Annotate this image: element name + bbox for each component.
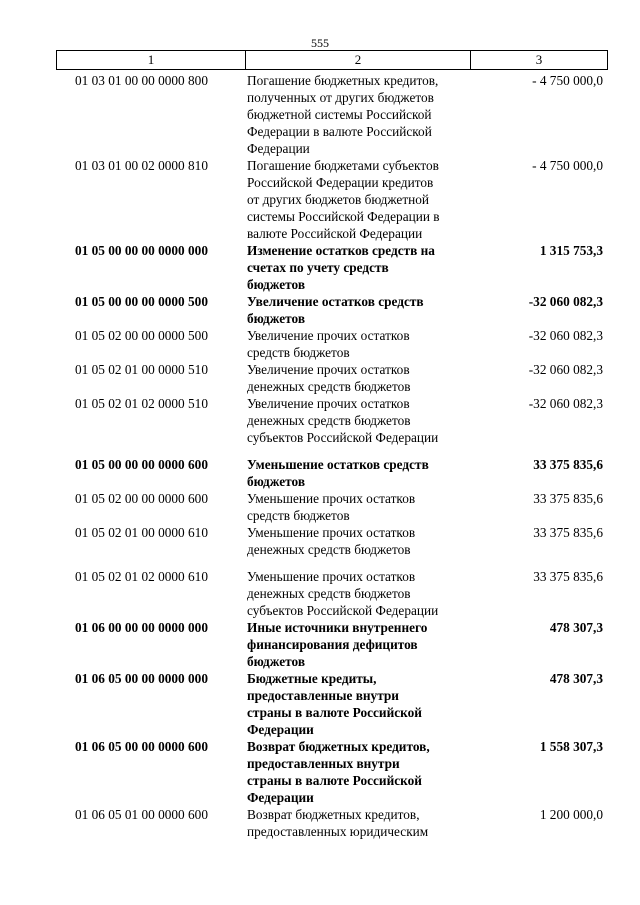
row-name [247,524,469,558]
row-name [247,456,469,490]
table-row [0,568,640,619]
row-name [247,619,469,670]
row-name [247,738,469,806]
table-row [0,738,640,806]
table-row [0,157,640,242]
table-row [0,670,640,738]
row-name-line: предоставленных внутри [247,756,400,771]
row-amount: - 4 750 000,0 [532,158,603,173]
row-name-line: Федерации [247,790,314,805]
row-name-line: субъектов Российской Федерации [247,430,439,445]
row-name [247,670,469,738]
table-row [0,242,640,293]
row-name-line: Уменьшение прочих остатков [247,569,416,584]
table-row [0,72,640,157]
row-name-line: предоставленные внутри [247,688,399,703]
row-code: 01 05 02 01 00 0000 510 [75,362,208,377]
row-amount: 33 375 835,6 [533,457,603,472]
row-amount: 1 315 753,3 [539,243,603,258]
row-name-line: Увеличение остатков средств [247,294,424,309]
row-amount: 478 307,3 [549,671,603,686]
row-amount: 1 200 000,0 [539,807,603,822]
row-name [247,806,469,840]
row-amount: -32 060 082,3 [528,328,603,343]
row-amount: 33 375 835,6 [533,525,603,540]
row-name-line: бюджетов [247,654,305,669]
table-row [0,490,640,524]
row-amount: 33 375 835,6 [533,491,603,506]
row-name-line: денежных средств бюджетов [247,379,411,394]
table-row [0,456,640,490]
column-header-1: 1 [57,51,246,70]
table-row [0,619,640,670]
row-code: 01 05 00 00 00 0000 500 [75,294,208,309]
row-amount: -32 060 082,3 [528,362,603,377]
table-row [0,293,640,327]
row-name-line: финансирования дефицитов [247,637,418,652]
row-name-line: Федерации [247,141,310,156]
row-name-line: Увеличение прочих остатков [247,362,410,377]
row-name-line: Увеличение прочих остатков [247,328,410,343]
row-name-line: Уменьшение прочих остатков [247,525,416,540]
row-name-line: средств бюджетов [247,508,350,523]
row-name-line: Увеличение прочих остатков [247,396,410,411]
row-name-line: средств бюджетов [247,345,350,360]
row-name-line: Федерации [247,722,314,737]
table-row [0,806,640,840]
row-name-line: Изменение остатков средств на [247,243,435,258]
row-amount: - 4 750 000,0 [532,73,603,88]
row-name-line: Федерации в валюте Российской [247,124,432,139]
row-name-line: бюджетов [247,311,305,326]
row-name-line: бюджетов [247,474,305,489]
row-code: 01 06 05 00 00 0000 000 [75,671,208,686]
row-name-line: денежных средств бюджетов [247,542,411,557]
table-row [0,327,640,361]
row-name-line: страны в валюте Российской [247,705,422,720]
row-name-line: Уменьшение остатков средств [247,457,429,472]
table-row [0,361,640,395]
row-code: 01 05 02 00 00 0000 500 [75,328,208,343]
column-header-3: 3 [471,51,608,70]
row-name-line: субъектов Российской Федерации [247,603,439,618]
row-code: 01 05 02 01 02 0000 610 [75,569,208,584]
page-number: 555 [311,36,329,50]
row-code: 01 05 00 00 00 0000 000 [75,243,208,258]
row-name [247,361,469,395]
row-name-line: Иные источники внутреннего [247,620,428,635]
row-name [247,157,469,242]
row-name-line: Возврат бюджетных кредитов, [247,807,420,822]
row-name-line: Бюджетные кредиты, [247,671,377,686]
row-name-line: денежных средств бюджетов [247,413,411,428]
row-name [247,327,469,361]
row-name-line: бюджетов [247,277,305,292]
row-amount: -32 060 082,3 [528,396,603,411]
row-name [247,490,469,524]
row-amount: 33 375 835,6 [533,569,603,584]
row-name [247,395,469,446]
row-code: 01 06 00 00 00 0000 000 [75,620,208,635]
row-name-line: счетах по учету средств [247,260,389,275]
row-name [247,293,469,327]
row-name-line: полученных от других бюджетов [247,90,434,105]
row-amount: 478 307,3 [549,620,603,635]
row-code: 01 05 02 01 02 0000 510 [75,396,208,411]
row-name-line: страны в валюте Российской [247,773,422,788]
row-name-line: Уменьшение прочих остатков [247,491,416,506]
row-amount: 1 558 307,3 [539,739,603,754]
row-code: 01 03 01 00 02 0000 810 [75,158,208,173]
budget-rows [0,72,640,840]
row-name [247,242,469,293]
row-name-line: валюте Российской Федерации [247,226,423,241]
row-name-line: Возврат бюджетных кредитов, [247,739,430,754]
row-code: 01 05 02 01 00 0000 610 [75,525,208,540]
row-name-line: Российской Федерации кредитов [247,175,434,190]
row-name-line: денежных средств бюджетов [247,586,411,601]
row-name-line: предоставленных юридическим [247,824,429,839]
row-name-line: бюджетной системы Российской [247,107,432,122]
row-code: 01 06 05 00 00 0000 600 [75,739,208,754]
row-code: 01 05 02 00 00 0000 600 [75,491,208,506]
table-row [0,524,640,558]
row-code: 01 03 01 00 00 0000 800 [75,73,208,88]
row-name [247,568,469,619]
row-name-line: Погашение бюджетами субъектов [247,158,439,173]
row-amount: -32 060 082,3 [528,294,603,309]
row-code: 01 06 05 01 00 0000 600 [75,807,208,822]
row-code: 01 05 00 00 00 0000 600 [75,457,208,472]
column-header-2: 2 [246,51,471,70]
column-header-table [56,50,608,70]
table-row [0,395,640,446]
row-name [247,72,469,157]
row-name-line: системы Российской Федерации в [247,209,440,224]
row-name-line: Погашение бюджетных кредитов, [247,73,439,88]
row-name-line: от других бюджетов бюджетной [247,192,430,207]
